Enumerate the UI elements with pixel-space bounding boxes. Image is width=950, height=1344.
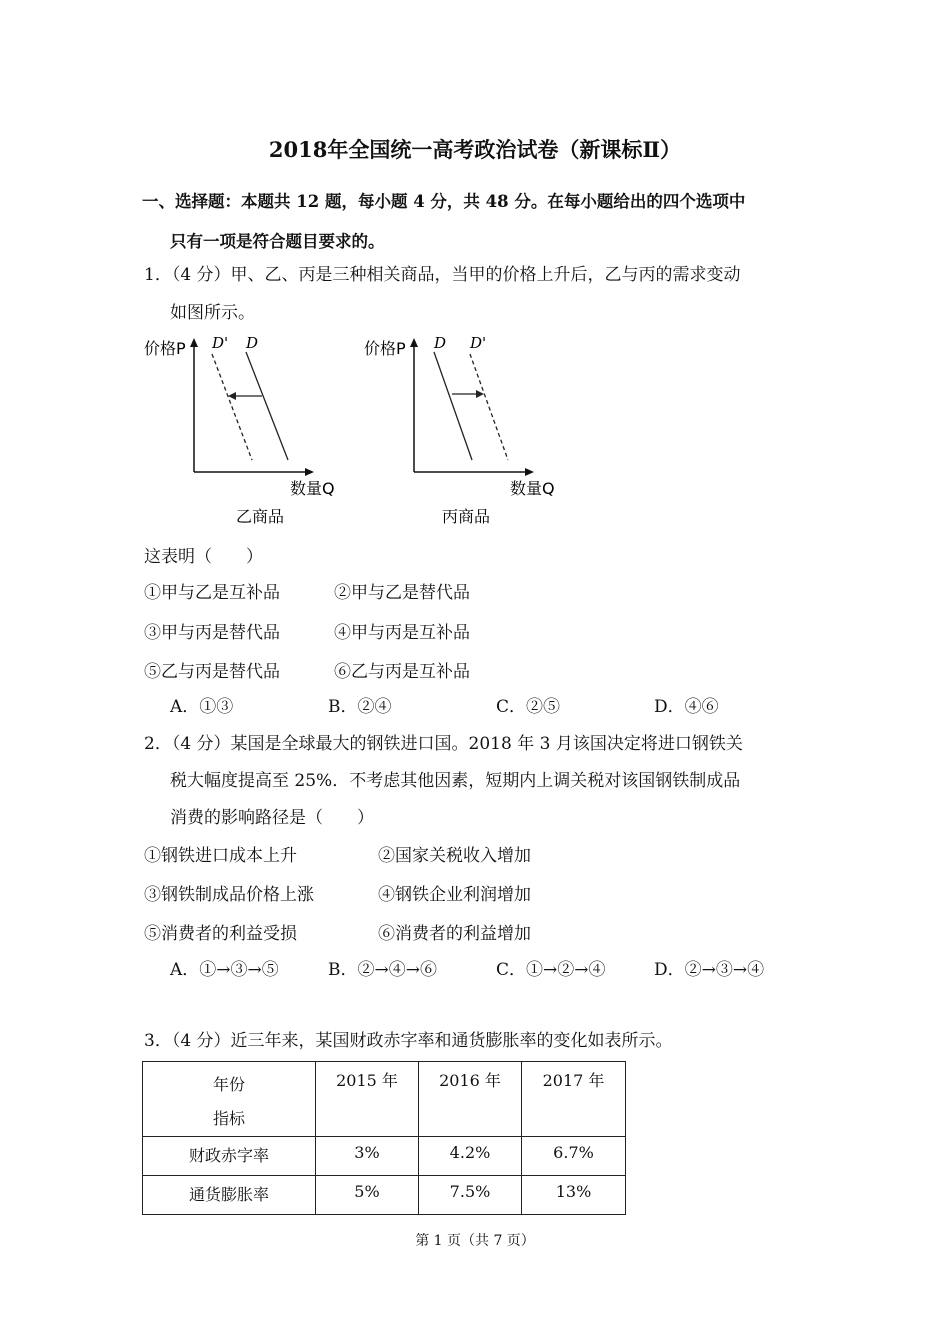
- q1-statement-1: ①甲与乙是互补品: [144, 583, 280, 603]
- table-cell: 6.7%: [522, 1137, 626, 1176]
- page-title: 2018年全国统一高考政治试卷（新课标Ⅱ）: [268, 137, 682, 162]
- q2-statement-2: ②国家关税收入增加: [378, 846, 531, 866]
- q2-text-line3: 消费的影响路径是（ ）: [170, 808, 374, 828]
- table-row: [143, 1137, 626, 1176]
- demand-curve-d-prime: [212, 354, 252, 460]
- graph-yi-demand: [140, 330, 360, 530]
- q1-statement-5: ⑤乙与丙是替代品: [144, 662, 280, 682]
- table-header-row: [143, 1062, 626, 1137]
- label-d-prime: D': [470, 334, 487, 352]
- label-d-prime: D': [212, 334, 229, 352]
- table-row-label: 财政赤字率: [143, 1137, 316, 1176]
- q1-choice-a[interactable]: A．①③: [170, 697, 234, 717]
- table-cell: 7.5%: [419, 1176, 522, 1215]
- q3-text-line1: 3．（4 分）近三年来，某国财政赤字率和通货膨胀率的变化如表所示。: [144, 1031, 673, 1051]
- label-d: D: [434, 334, 447, 352]
- demand-curve-d-prime: [470, 354, 508, 460]
- graph-caption: 乙商品: [236, 507, 285, 526]
- q1-statement-4: ④甲与丙是互补品: [334, 623, 470, 643]
- graph-bing-demand: [360, 330, 580, 530]
- q1-statement-2: ②甲与乙是替代品: [334, 583, 470, 603]
- table-cell: 4.2%: [419, 1137, 522, 1176]
- table-header-cell: 2016 年: [419, 1062, 522, 1137]
- table-cell: 3%: [316, 1137, 419, 1176]
- x-axis-label: 数量Q: [290, 479, 335, 498]
- x-axis-arrow: [305, 468, 314, 476]
- q1-text-line2: 如图所示。: [170, 303, 255, 323]
- table-row: [143, 1176, 626, 1215]
- corner-year-label: 年份: [212, 1075, 245, 1094]
- q2-statement-6: ⑥消费者的利益增加: [378, 924, 531, 944]
- q2-choice-d[interactable]: D．②→③→④: [654, 960, 765, 980]
- q2-statement-3: ③钢铁制成品价格上涨: [144, 885, 314, 905]
- q1-text-line1: 1．（4 分）甲、乙、丙是三种相关商品，当甲的价格上升后，乙与丙的需求变动: [144, 265, 741, 285]
- q2-text-line2: 税大幅度提高至 25%．不考虑其他因素，短期内上调关税对该国钢铁制成品: [170, 771, 741, 791]
- graph-caption: 丙商品: [442, 507, 491, 526]
- table-corner-cell: [143, 1062, 316, 1137]
- label-d: D: [246, 334, 259, 352]
- q1-choice-b[interactable]: B．②④: [328, 697, 392, 717]
- demand-curve-d: [434, 352, 472, 460]
- x-axis-arrow: [525, 468, 534, 476]
- q1-statement-3: ③甲与丙是替代品: [144, 623, 280, 643]
- q2-choice-c[interactable]: C．①→②→④: [496, 960, 606, 980]
- table-cell: 5%: [316, 1176, 419, 1215]
- shift-arrowhead: [476, 390, 484, 398]
- q1-choice-d[interactable]: D．④⑥: [654, 697, 719, 717]
- corner-indicator-label: 指标: [212, 1109, 245, 1128]
- y-axis-arrow: [190, 338, 198, 347]
- table-header-cell: 2017 年: [522, 1062, 626, 1137]
- y-axis-label: 价格P: [144, 339, 186, 358]
- q2-statement-1: ①钢铁进口成本上升: [144, 846, 297, 866]
- q2-choice-b[interactable]: B．②→④→⑥: [328, 960, 437, 980]
- section-heading-line1: 一、选择题：本题共 12 题，每小题 4 分，共 48 分。在每小题给出的四个选项中: [142, 192, 746, 211]
- y-axis-label: 价格P: [364, 339, 406, 358]
- q1-statement-6: ⑥乙与丙是互补品: [334, 662, 470, 682]
- q2-choice-a[interactable]: A．①→③→⑤: [170, 960, 279, 980]
- table-header-cell: 2015 年: [316, 1062, 419, 1137]
- table-cell: 13%: [522, 1176, 626, 1215]
- section-heading-line2: 只有一项是符合题目要求的。: [170, 232, 385, 251]
- q3-data-table: [142, 1061, 626, 1215]
- shift-arrowhead: [228, 392, 236, 400]
- demand-curve-d: [246, 352, 288, 460]
- x-axis-label: 数量Q: [510, 479, 555, 498]
- q1-choice-c[interactable]: C．②⑤: [496, 697, 561, 717]
- table-row-label: 通货膨胀率: [143, 1176, 316, 1215]
- q1-stem: 这表明（ ）: [144, 547, 263, 567]
- q2-statement-4: ④钢铁企业利润增加: [378, 885, 531, 905]
- y-axis-arrow: [410, 338, 418, 347]
- q2-text-line1: 2．（4 分）某国是全球最大的钢铁进口国。2018 年 3 月该国决定将进口钢铁关: [144, 734, 743, 754]
- q2-statement-5: ⑤消费者的利益受损: [144, 924, 297, 944]
- page-footer: 第 1 页（共 7 页）: [415, 1233, 535, 1249]
